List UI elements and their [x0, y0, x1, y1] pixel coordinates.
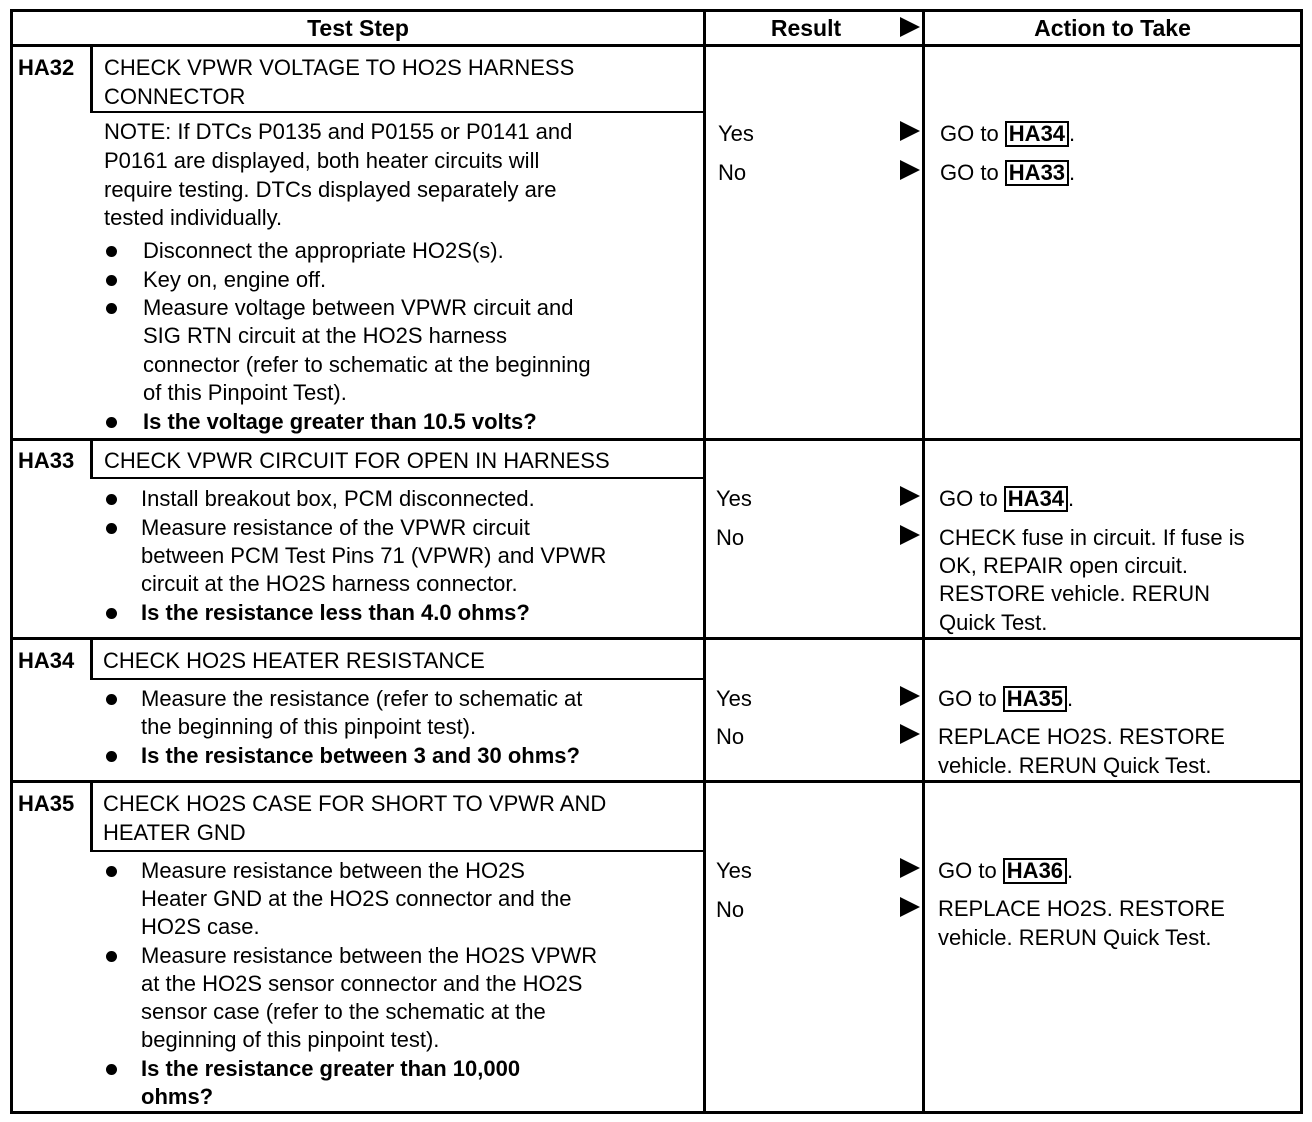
- question-text: Is the resistance greater than 10,000: [141, 1056, 521, 1081]
- action-no-line: vehicle. RERUN Quick Test.: [938, 925, 1212, 950]
- bullet-text: Key on, engine off.: [143, 267, 327, 292]
- step-id: HA34: [18, 648, 75, 673]
- title-underline: [90, 477, 704, 479]
- result-no: No: [718, 160, 747, 185]
- bullet-text: Measure voltage between VPWR circuit and: [143, 295, 574, 320]
- step-reference: HA34: [1004, 486, 1068, 512]
- title-underline: [90, 678, 704, 680]
- header-test-step: Test Step: [307, 15, 409, 41]
- step-id-divider: [90, 637, 93, 679]
- action-yes: GO to HA36 .: [938, 858, 1074, 883]
- result-no: No: [716, 525, 745, 550]
- bullet-text: HO2S case.: [141, 914, 260, 939]
- bullet-icon: [106, 303, 117, 314]
- step-id-divider: [90, 44, 93, 112]
- result-no: No: [716, 724, 745, 749]
- question-text: Is the resistance less than 4.0 ohms?: [141, 600, 530, 625]
- step-reference: HA33: [1005, 160, 1069, 186]
- row-separator: [10, 780, 1303, 783]
- row-separator: [10, 438, 1303, 441]
- bullet-text: at the HO2S sensor connector and the HO2S: [141, 971, 583, 996]
- result-yes: Yes: [716, 858, 752, 883]
- header-bottom-border: [10, 44, 1303, 47]
- step-id-divider: [90, 780, 93, 851]
- bullet-text: Heater GND at the HO2S connector and the: [141, 886, 572, 911]
- action-no-line: Quick Test.: [939, 610, 1048, 635]
- result-arrow-icon: [900, 160, 920, 180]
- result-yes: Yes: [716, 486, 752, 511]
- step-title-line: CHECK HO2S CASE FOR SHORT TO VPWR AND: [103, 791, 607, 816]
- result-arrow-icon: [900, 486, 920, 506]
- question-text: ohms?: [141, 1084, 214, 1109]
- table-right-border: [1300, 9, 1303, 1114]
- step-title-line: CHECK VPWR VOLTAGE TO HO2S HARNESS: [104, 55, 575, 80]
- title-underline: [90, 850, 704, 852]
- bullet-icon: [106, 608, 117, 619]
- bullet-text: Measure resistance between the HO2S: [141, 858, 525, 883]
- action-no: GO to HA33 .: [940, 160, 1076, 185]
- bullet-text: Measure resistance of the VPWR circuit: [141, 515, 530, 540]
- step-title-line: CHECK VPWR CIRCUIT FOR OPEN IN HARNESS: [104, 448, 610, 473]
- bullet-text: circuit at the HO2S harness connector.: [141, 571, 518, 596]
- question-text: Is the voltage greater than 10.5 volts?: [143, 409, 537, 434]
- question-text: Is the resistance between 3 and 30 ohms?: [141, 743, 580, 768]
- step-title-line: CHECK HO2S HEATER RESISTANCE: [103, 648, 485, 673]
- result-arrow-icon: [900, 686, 920, 706]
- result-arrow-icon: [900, 724, 920, 744]
- step-reference: HA35: [1003, 686, 1067, 712]
- bullet-text: connector (refer to schematic at the beginning: [143, 352, 591, 377]
- bullet-icon: [106, 494, 117, 505]
- bullet-text: beginning of this pinpoint test).: [141, 1027, 440, 1052]
- action-yes: GO to HA34 .: [939, 486, 1075, 511]
- header-action: Action to Take: [1034, 15, 1191, 41]
- bullet-icon: [106, 523, 117, 534]
- bullet-icon: [106, 866, 117, 877]
- step-reference: HA34: [1005, 121, 1069, 147]
- step-id: HA33: [18, 448, 75, 473]
- header-arrow-icon: [900, 17, 920, 37]
- result-yes: Yes: [718, 121, 754, 146]
- result-arrow-icon: [900, 858, 920, 878]
- bullet-icon: [106, 275, 117, 286]
- result-arrow-icon: [900, 121, 920, 141]
- bullet-icon: [106, 751, 117, 762]
- result-yes: Yes: [716, 686, 752, 711]
- note-line: require testing. DTCs displayed separately are: [104, 177, 557, 202]
- bullet-icon: [106, 694, 117, 705]
- bullet-text: the beginning of this pinpoint test).: [141, 714, 477, 739]
- action-no-line: RESTORE vehicle. RERUN: [939, 581, 1210, 606]
- bullet-icon: [106, 246, 117, 257]
- bullet-icon: [106, 417, 117, 428]
- note-line: tested individually.: [104, 205, 283, 230]
- result-no: No: [716, 897, 745, 922]
- action-yes: GO to HA35 .: [938, 686, 1074, 711]
- step-title-line: HEATER GND: [103, 820, 246, 845]
- bullet-text: of this Pinpoint Test).: [143, 380, 347, 405]
- header-result: Result: [770, 15, 842, 41]
- row-separator: [10, 637, 1303, 640]
- step-id-divider: [90, 438, 93, 478]
- note-line: P0161 are displayed, both heater circuits will: [104, 148, 540, 173]
- bullet-icon: [106, 1064, 117, 1075]
- result-arrow-icon: [900, 525, 920, 545]
- action-no-line: OK, REPAIR open circuit.: [939, 553, 1189, 578]
- action-column-left-border: [922, 9, 925, 1114]
- bullet-text: sensor case (refer to the schematic at the: [141, 999, 546, 1024]
- table-left-border: [10, 9, 13, 1114]
- bullet-text: Measure the resistance (refer to schematic at: [141, 686, 583, 711]
- step-id: HA32: [18, 55, 75, 80]
- action-no-line: CHECK fuse in circuit. If fuse is: [939, 525, 1245, 550]
- step-reference: HA36: [1003, 858, 1067, 884]
- action-yes: GO to HA34 .: [940, 121, 1076, 146]
- action-no-line: REPLACE HO2S. RESTORE: [938, 896, 1225, 921]
- result-column-left-border: [703, 9, 706, 1114]
- note-line: NOTE: If DTCs P0135 and P0155 or P0141 and: [104, 119, 573, 144]
- action-no-line: REPLACE HO2S. RESTORE: [938, 724, 1225, 749]
- title-underline: [90, 111, 704, 113]
- bullet-text: SIG RTN circuit at the HO2S harness: [143, 323, 507, 348]
- bullet-text: Disconnect the appropriate HO2S(s).: [143, 238, 504, 263]
- action-no-line: vehicle. RERUN Quick Test.: [938, 753, 1212, 778]
- bullet-text: Install breakout box, PCM disconnected.: [141, 486, 535, 511]
- step-id: HA35: [18, 791, 75, 816]
- bullet-icon: [106, 951, 117, 962]
- result-arrow-icon: [900, 897, 920, 917]
- bullet-text: between PCM Test Pins 71 (VPWR) and VPWR: [141, 543, 607, 568]
- bullet-text: Measure resistance between the HO2S VPWR: [141, 943, 598, 968]
- step-title-line: CONNECTOR: [104, 84, 246, 109]
